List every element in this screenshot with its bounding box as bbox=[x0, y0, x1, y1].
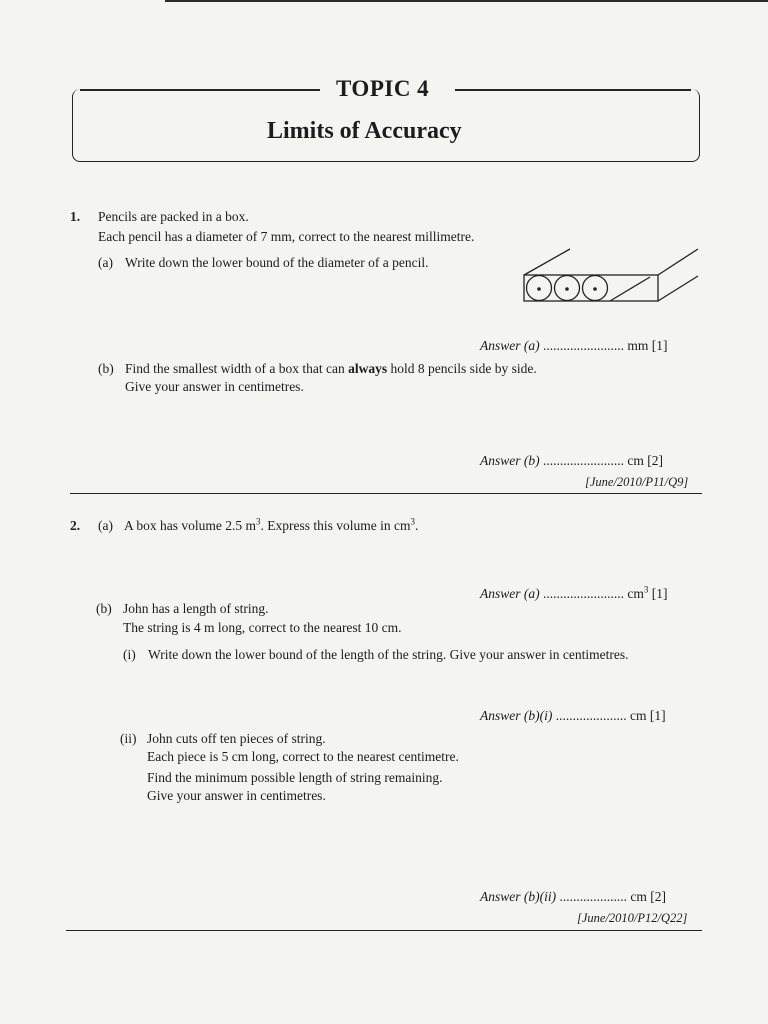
q1a-unit: mm bbox=[627, 338, 649, 353]
q2a-text-part-1: A box has volume 2.5 m bbox=[124, 518, 256, 533]
q1b-question-text bbox=[125, 361, 537, 377]
q1b-answer-label: Answer (b) bbox=[480, 453, 540, 468]
q1-source-reference: [June/2010/P11/Q9] bbox=[585, 475, 689, 489]
q1a-label: (a) bbox=[98, 255, 113, 270]
question-number-2: 2. bbox=[70, 518, 81, 533]
q2bii-text-line-1: John cuts off ten pieces of string. bbox=[147, 731, 326, 746]
q2bii-marks: [2] bbox=[650, 889, 666, 904]
q2a-answer-label: Answer (a) bbox=[480, 586, 540, 601]
q2bii-unit: cm bbox=[630, 889, 647, 904]
topic-title: Limits of Accuracy bbox=[267, 118, 462, 144]
q2-source-reference: [June/2010/P12/Q22] bbox=[577, 911, 688, 925]
q1b-text-emphasis: always bbox=[348, 361, 388, 376]
q2a-answer-blank[interactable]: ........................ bbox=[543, 586, 624, 601]
q2bii-answer-blank[interactable]: .................... bbox=[559, 889, 627, 904]
q1a-marks: [1] bbox=[651, 338, 668, 353]
q1b-unit: cm bbox=[627, 453, 644, 468]
q2b-stem-line-1: John has a length of string. bbox=[123, 601, 269, 616]
q2b-label: (b) bbox=[96, 601, 112, 616]
q2a-unit-superscript: 3 bbox=[643, 584, 649, 595]
q2a-unit-base: cm bbox=[627, 586, 644, 601]
q1a-answer-label: Answer (a) bbox=[480, 338, 540, 353]
q2-divider bbox=[66, 930, 702, 931]
question-number-1: 1. bbox=[70, 209, 81, 224]
q1b-answer-blank[interactable]: ........................ bbox=[543, 453, 624, 468]
q2bii-answer-label: Answer (b)(ii) bbox=[480, 889, 557, 904]
q2a-text-part-3: . bbox=[414, 518, 419, 533]
q2bii-text-line-4: Give your answer in centimetres. bbox=[147, 788, 326, 803]
q2bii-text-line-3: Find the minimum possible length of string remaining. bbox=[147, 770, 443, 785]
q1b-answer-line bbox=[480, 453, 663, 469]
q2bi-marks: [1] bbox=[649, 708, 666, 723]
q2bii-label: (ii) bbox=[120, 731, 137, 746]
q1-stem-line-1: Pencils are packed in a box. bbox=[98, 209, 249, 224]
q2a-superscript-1: 3 bbox=[256, 516, 261, 527]
q2bii-answer-line bbox=[480, 889, 666, 905]
q1b-text-part-1: Find the smallest width of a box that can bbox=[125, 361, 345, 376]
q2bii-text-line-2: Each piece is 5 cm long, correct to the nearest centimetre. bbox=[147, 749, 459, 764]
q1-divider bbox=[70, 493, 702, 494]
q2b-stem-line-2: The string is 4 m long, correct to the nearest 10 cm. bbox=[123, 620, 402, 635]
q1b-text-part-2: hold 8 pencils side by side. bbox=[390, 361, 537, 376]
pencil-box-diagram bbox=[520, 244, 702, 306]
q2bi-answer-line bbox=[480, 708, 666, 724]
q2bi-unit: cm bbox=[629, 708, 647, 723]
topic-number: TOPIC 4 bbox=[336, 76, 430, 101]
q1b-question-text-2: Give your answer in centimetres. bbox=[125, 379, 304, 394]
q2bi-answer-blank[interactable]: ..................... bbox=[555, 708, 627, 723]
q1-stem-line-2: Each pencil has a diameter of 7 mm, correct to the nearest millimetre. bbox=[98, 229, 475, 244]
q1a-answer-line bbox=[480, 338, 668, 354]
q2bi-label: (i) bbox=[123, 647, 136, 662]
q1a-question-text: Write down the lower bound of the diameter of a pencil. bbox=[125, 255, 429, 270]
q2a-text-part-2: . Express this volume in cm bbox=[260, 518, 411, 533]
q2a-question-text bbox=[124, 518, 418, 534]
q2a-marks: [1] bbox=[651, 586, 668, 601]
q1b-label: (b) bbox=[98, 361, 114, 376]
q2a-answer-line bbox=[480, 586, 668, 602]
q1b-marks: [2] bbox=[647, 453, 663, 468]
page-top-edge bbox=[165, 0, 768, 2]
q2a-superscript-2: 3 bbox=[410, 516, 415, 527]
q1a-answer-blank[interactable]: ........................ bbox=[543, 338, 624, 353]
q2a-unit bbox=[627, 586, 648, 601]
q2bi-question-text: Write down the lower bound of the length of the string. Give your answer in centimetres. bbox=[148, 647, 629, 662]
q2a-label: (a) bbox=[98, 518, 113, 533]
q2bi-answer-label: Answer (b)(i) bbox=[480, 708, 553, 723]
